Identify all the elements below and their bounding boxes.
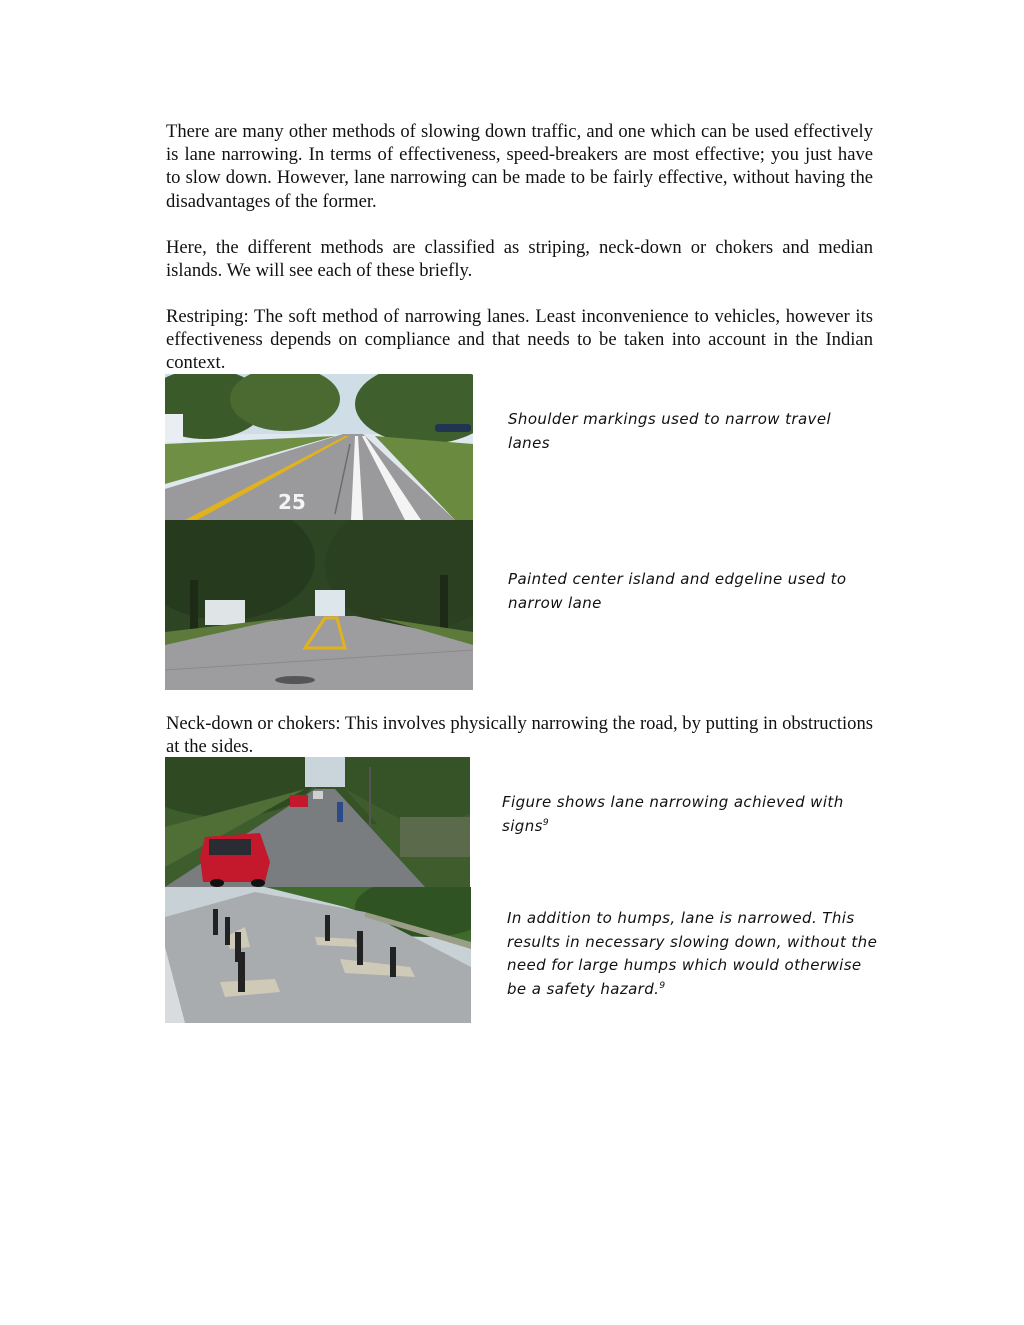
restriping-paragraph: Restriping: The soft method of narrowing lanes. Least inconvenience to vehicles, however its effectiveness depends on compliance and that needs to be taken into account in the Indian context. [166, 306, 873, 374]
shoulder-markings-photo [165, 374, 473, 520]
caption-center-island: Painted center island and edgeline used to narrow lane [508, 570, 847, 612]
caption-shoulder-markings: Shoulder markings used to narrow travel lanes [508, 410, 832, 452]
road-marking-number: 25 [278, 490, 306, 514]
caption-signs-text: Figure shows lane narrowing achieved with signs [502, 793, 844, 835]
caption-humps [507, 907, 881, 1001]
classification-paragraph: Here, the different methods are classified as striping, neck-down or chokers and median islands. We will see each of these briefly. [166, 237, 873, 282]
signs-narrowing-photo [165, 757, 470, 887]
caption-humps-text: In addition to humps, lane is narrowed. This results in necessary slowing down, without the need for large humps which would otherwise be a safety hazard. [507, 909, 878, 998]
center-island-photo [165, 520, 473, 690]
caption-signs [502, 791, 847, 838]
neckdown-paragraph: Neck-down or chokers: This involves physically narrowing the road, by putting in obstructions at the sides. [166, 713, 873, 758]
footnote-ref-humps: 9 [659, 980, 666, 991]
intro-paragraph: There are many other methods of slowing down traffic, and one which can be used effectively is lane narrowing. In terms of effectiveness, speed-breakers are most effective; you just have to slow down. However, lane narrowing can be made to be fairly effective, without having the disadvantages of the former. [166, 121, 873, 212]
bollards-humps-photo [165, 887, 471, 1023]
footnote-ref-signs: 9 [542, 817, 549, 828]
